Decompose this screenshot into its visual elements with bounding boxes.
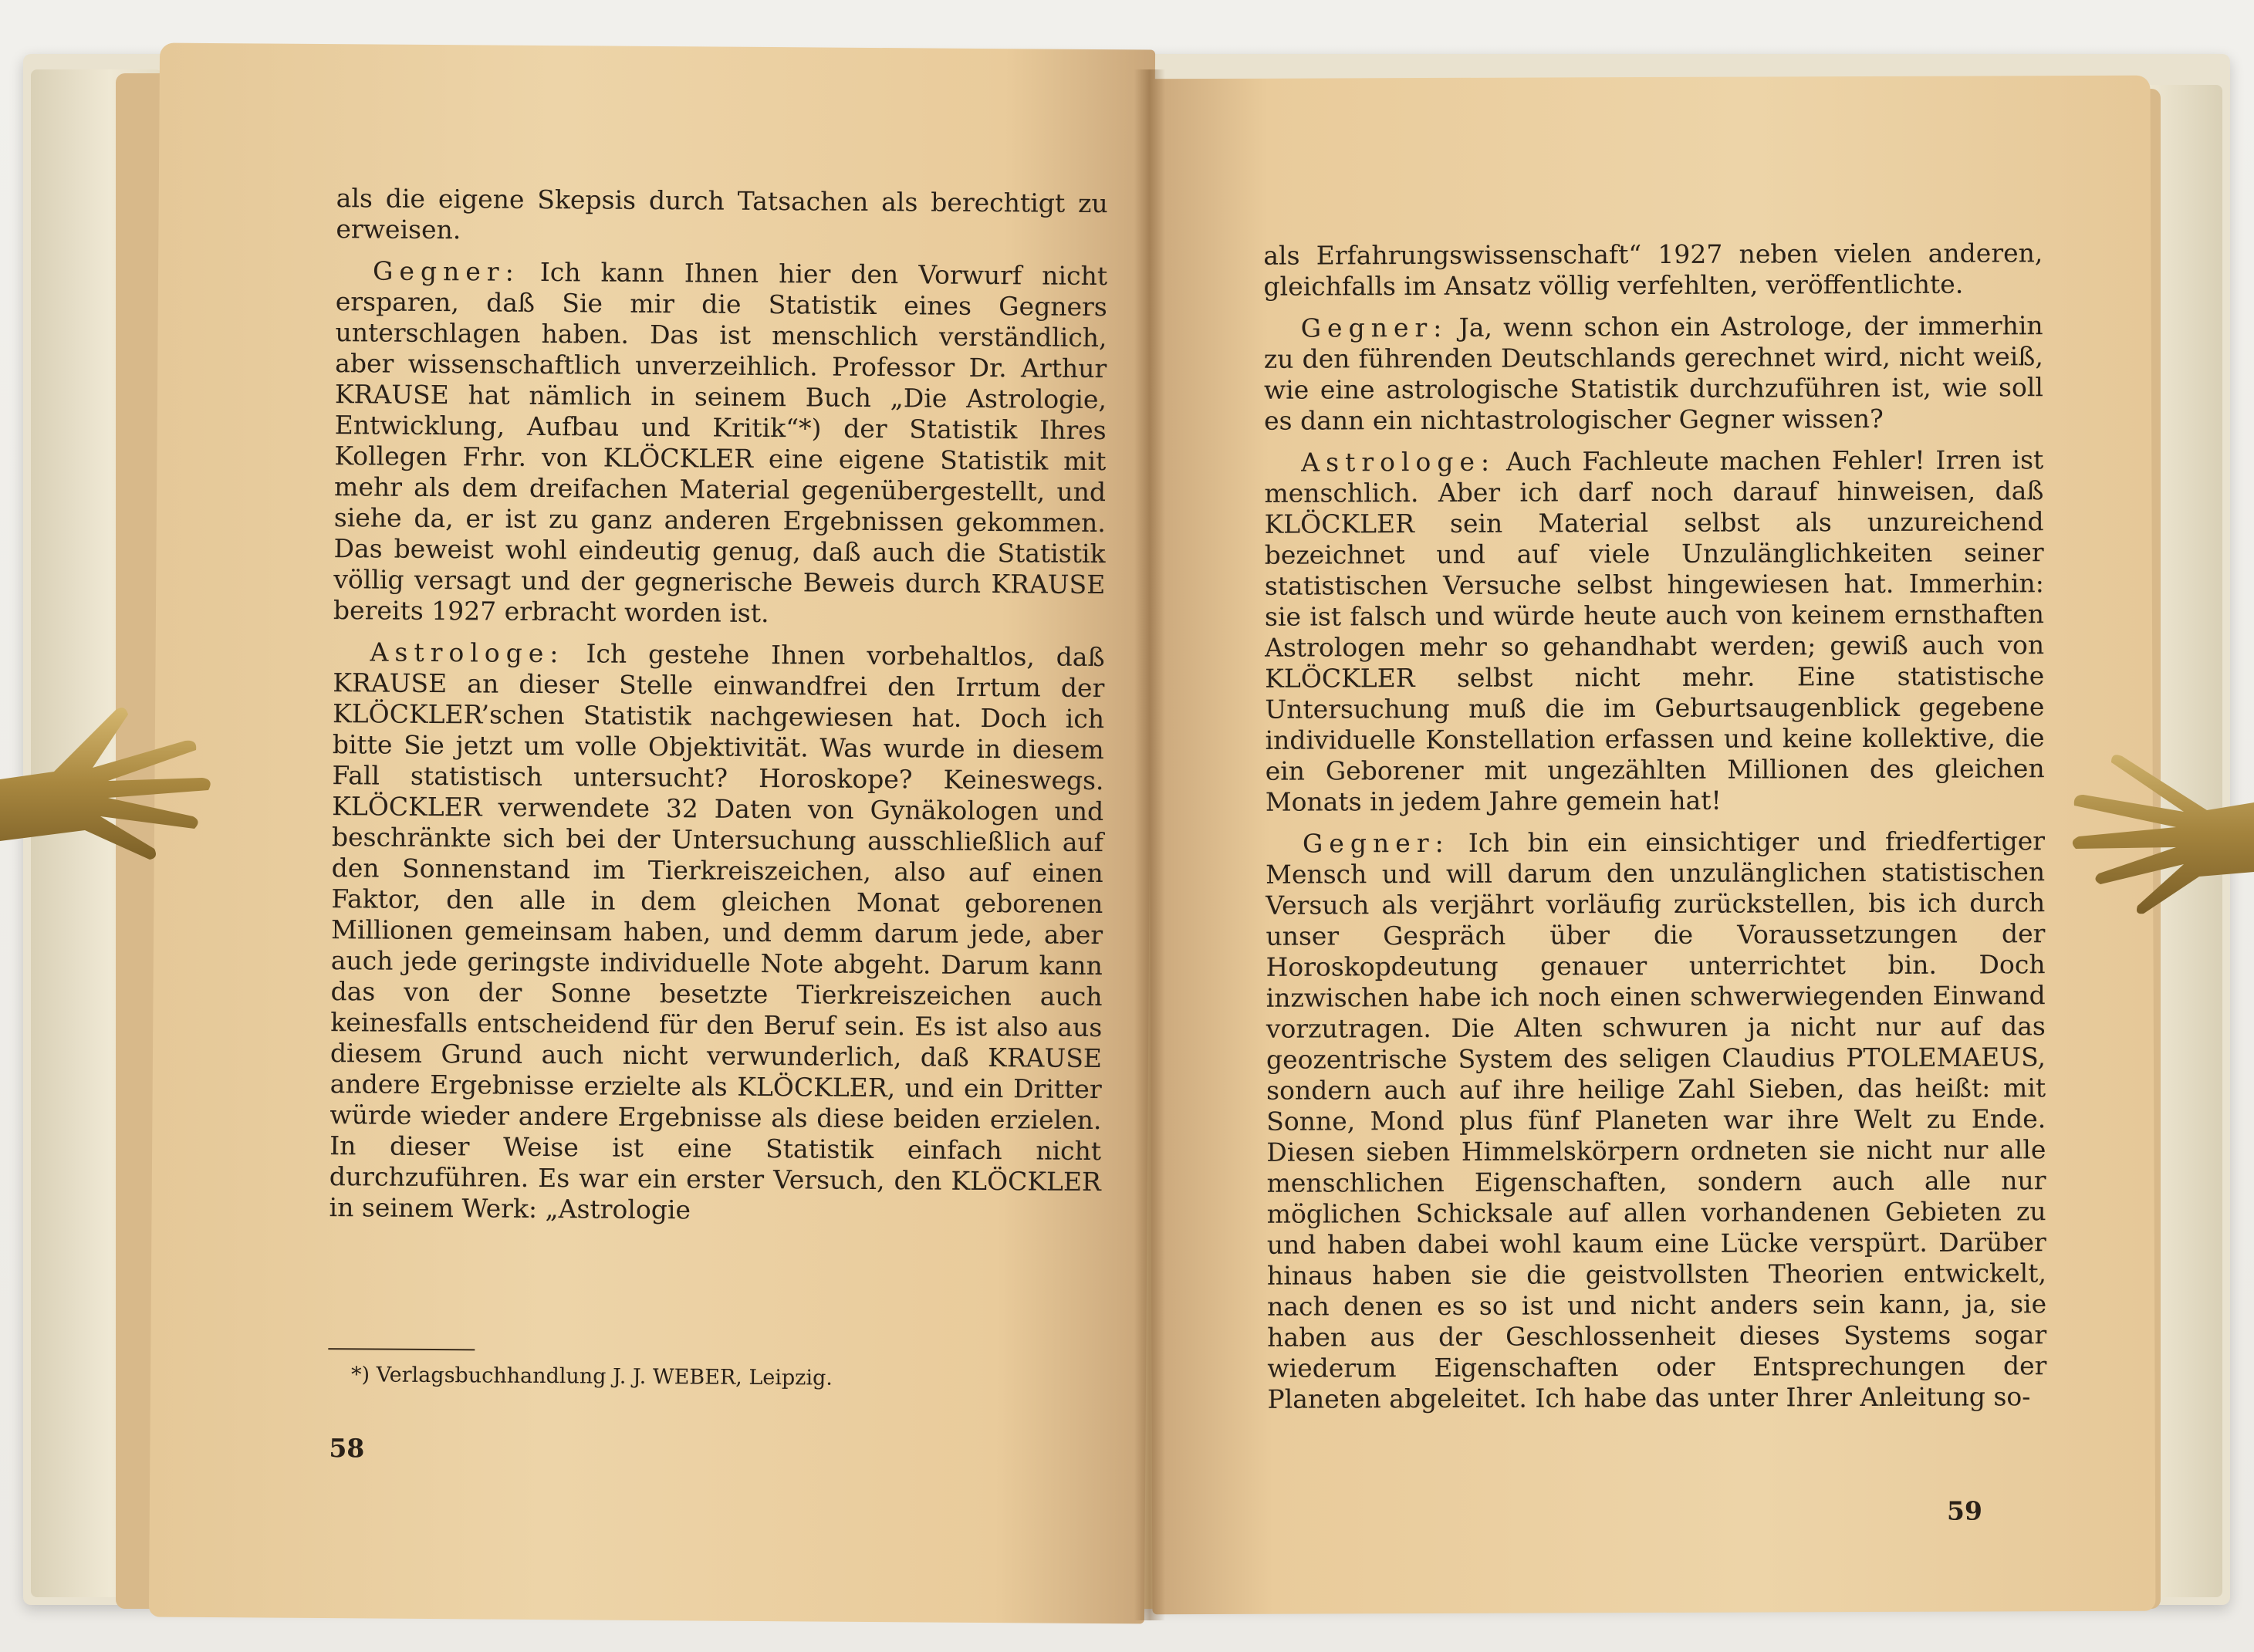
- right-page-body: [1263, 238, 2046, 1426]
- page-number: 58: [329, 1433, 365, 1464]
- left-page: [149, 43, 1155, 1624]
- paragraph-text: als Erfahrungswissenschaft“ 1927 neben vielen anderen, gleichfalls im Ansatz völlig verfehlten, veröffentlichte.: [1263, 238, 2043, 302]
- paragraph-continuation: [336, 183, 1108, 250]
- right-page: [1147, 76, 2156, 1615]
- left-page-body: [329, 183, 1107, 1239]
- speaker-label: Gegner:: [372, 255, 520, 287]
- dialogue-paragraph: [329, 637, 1104, 1228]
- dialogue-paragraph: [1266, 826, 2047, 1415]
- dialogue-paragraph: [333, 255, 1107, 631]
- speaker-label: Astrologe:: [1301, 446, 1496, 478]
- paragraph-continuation: [1263, 238, 2043, 302]
- paragraph-text: Ich bin ein einsichtiger und friedfertiger Mensch und will darum den unzulänglichen statistischen Versuch als verjährt vorläufig zurückstellen, bis ich durch unser Gespräch über die Voraussetzungen der Horoskopdeutung genauer unterrichtet bin. Doch inzwischen habe ich noch einen schwerwiegenden Einwand vorzutragen. Die Alten schwuren ja nicht nur auf das geozentrische System des seligen Claudius PTOLEMAEUS, sondern auch auf ihre heilige Zahl Sieben, das heißt: mit Sonne, Mond plus fünf Planeten war ihre Welt zu Ende. Diesen sieben Himmelskörpern ordneten sie nicht nur alle menschlichen Eigenschaften, sondern auch alle nur möglichen Schicksale auf allen vorhandenen Gebieten zu und haben dabei wohl kaum eine Lücke verspürt. Darüber hinaus haben sie die geistvollsten Theorien entwickelt, nach denen es so ist und nicht anders sein kann, ja, sie haben aus der Geschlossenheit dieses Systems sogar wiederum Eigenschaften oder Entsprechungen der Planeten abgeleitet. Ich habe das unter Ihrer Anleitung so-: [1266, 826, 2047, 1414]
- speaker-label: Gegner:: [1302, 827, 1450, 859]
- paragraph-text: Ja, wenn schon ein Astrologe, der immerhin zu den führenden Deutschlands gerechnet wird, nicht weiß, wie eine astrologische Statistik durchzuführen ist, wie soll es dann ein nichtastrologischer Gegner wissen?: [1263, 310, 2044, 436]
- paragraph-text: als die eigene Skepsis durch Tatsachen als berechtigt zu erweisen.: [336, 183, 1108, 245]
- brass-hand-right-icon: [2068, 741, 2254, 918]
- footnote: *) Verlagsbuchhandlung J. J. WEBER, Leipzig.: [350, 1363, 833, 1390]
- paragraph-text: Ich kann Ihnen hier den Vorwurf nicht ersparen, daß Sie mir die Statistik eines Gegners unterschlagen haben. Das ist menschlich verständlich, aber wissenschaftlich unverzeihlich. Professor Dr. Arthur KRAUSE hat nämlich in seinem Buch „Die Astrologie, Entwicklung, Aufbau und Kritik“*) der Statistik Ihres Kollegen Frhr. von KLÖCKLER eine eigene Statistik mit mehr als dem dreifachen Material gegenübergestellt, und siehe da, er ist zu ganz anderen Ergebnissen gekommen. Das beweist wohl eindeutig genug, daß auch die Statistik völlig versagt und der gegnerische Beweis durch KRAUSE bereits 1927 erbracht worden ist.: [333, 256, 1108, 629]
- dialogue-paragraph: [1264, 444, 2045, 818]
- book-gutter: [1134, 69, 1165, 1620]
- footnote-rule: [328, 1348, 475, 1350]
- paragraph-text: Auch Fachleute machen Fehler! Irren ist menschlich. Aber ich darf noch darauf hinweisen, daß KLÖCKLER sein Material selbst als unzureichend bezeichnet und auf viele Unzulänglichkeiten seiner statistischen Versuche selbst hingewiesen hat. Immerhin: sie ist falsch und würde heute auch von keinem ernsthaften Astrologen mehr so gehandhabt werden; gewiß auch von KLÖCKLER selbst nicht mehr. Eine statistische Untersuchung muß die im Geburtsaugenblick gegebene individuelle Konstellation erfassen und keine kollektive, die ein Geborener mit ungezählten Millionen des gleichen Monats in jedem Jahre gemein hat!: [1264, 444, 2045, 817]
- speaker-label: Astrologe:: [370, 637, 565, 669]
- speaker-label: Gegner:: [1300, 312, 1448, 343]
- dialogue-paragraph: [1264, 310, 2044, 437]
- brass-hand-left-icon: [0, 694, 216, 895]
- page-number: 59: [1946, 1495, 1983, 1526]
- paragraph-text: Ich gestehe Ihnen vorbehaltlos, daß KRAUSE an dieser Stelle einwandfrei den Irrtum der KLÖCKLER’schen Statistik nachgewiesen hat. Doch ich bitte Sie jetzt um volle Objektivität. Was wurde in diesem Fall statistisch untersucht? Horoskope? Keineswegs. KLÖCKLER verwendete 32 Daten von Gynäkologen und beschränkte sich bei der Untersuchung ausschließlich auf den Sonnenstand im Tierkreiszeichen, also auf einen Faktor, den alle in dem gleichen Monat geborenen Millionen gemeinsam haben, und demm darum jede, aber auch jede geringste individuelle Note abgeht. Darum kann das von der Sonne besetzte Tierkreiszeichen auch keinesfalls entscheidend für den Beruf sein. Es ist also aus diesem Grund auch nicht verwunderlich, daß KRAUSE andere Ergebnisse erzielte als KLÖCKLER, und ein Dritter würde wieder andere Ergebnisse als diese beiden erzielen. In dieser Weise ist eine Statistik einfach nicht durchzuführen. Es war ein erster Versuch, den KLÖCKLER in seinem Werk: „Astrologie: [329, 638, 1105, 1225]
